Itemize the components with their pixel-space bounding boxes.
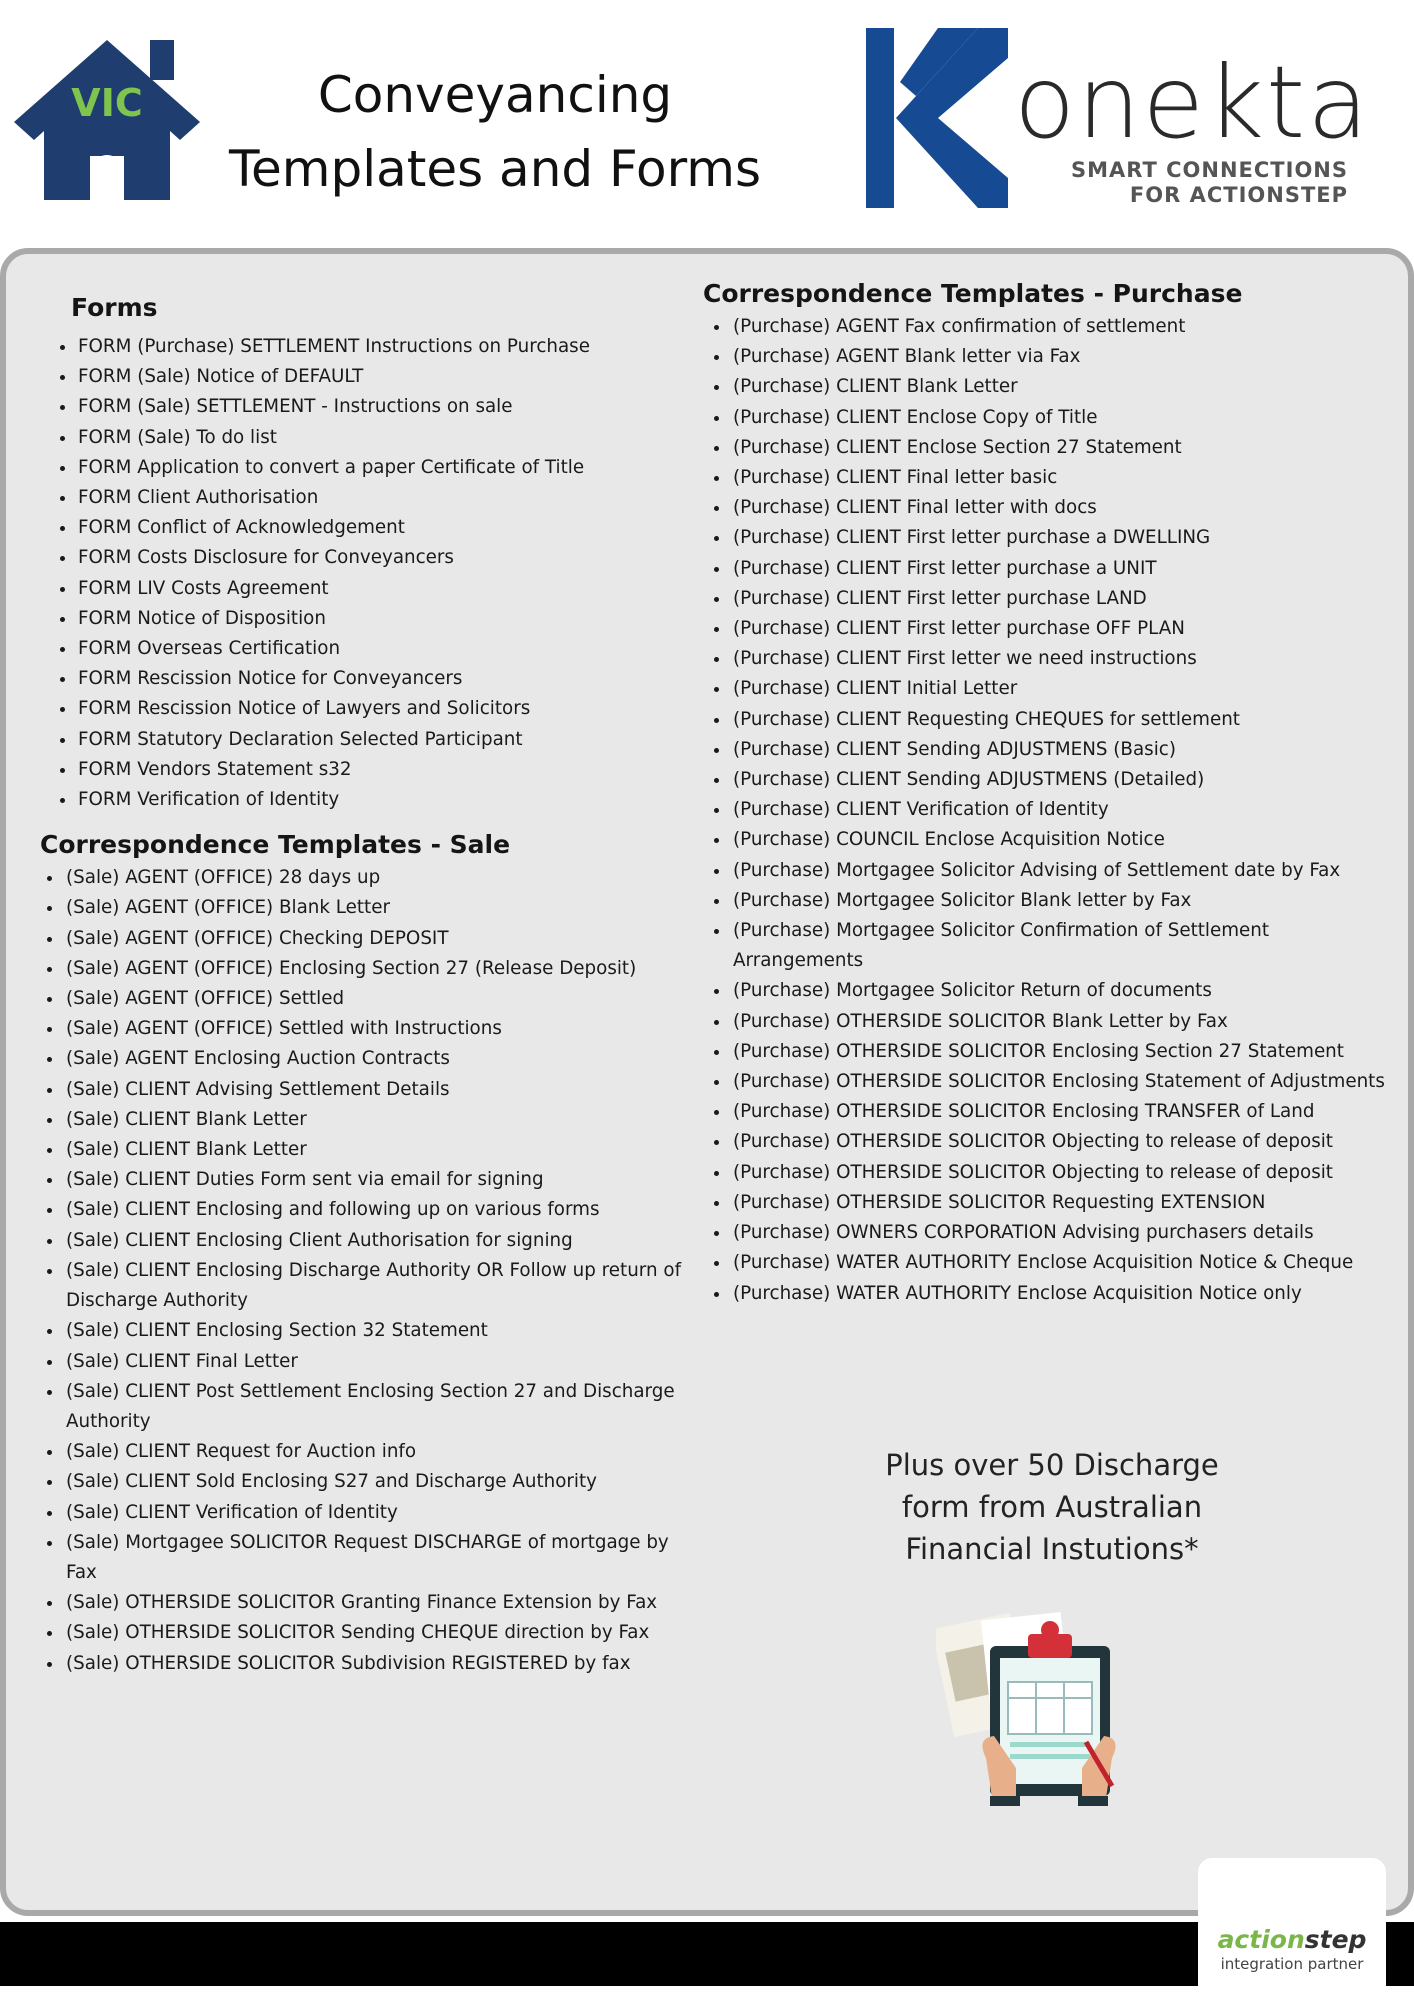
title-line-2: Templates and Forms [228,140,762,198]
list-item: • (Purchase) CLIENT Final letter basic [731,463,1393,493]
list-item: • (Sale) CLIENT Verification of Identity [64,1498,690,1528]
list-item: • FORM (Purchase) SETTLEMENT Instructions on Purchase [77,332,690,362]
list-item: • (Sale) AGENT Enclosing Auction Contracts [64,1044,690,1074]
konekta-k-logo [866,28,1008,208]
list-item: • (Purchase) WATER AUTHORITY Enclose Acquisition Notice only [731,1279,1393,1309]
list-item: • (Sale) AGENT (OFFICE) Blank Letter [64,893,690,923]
list-item: • (Purchase) CLIENT Final letter with docs [731,493,1393,523]
list-item: • (Purchase) AGENT Blank letter via Fax [731,342,1393,372]
list-item: • FORM Application to convert a paper Certificate of Title [77,453,690,483]
list-item: • (Sale) AGENT (OFFICE) 28 days up [64,863,690,893]
list-item: • (Purchase) CLIENT First letter purchase OFF PLAN [731,614,1393,644]
list-item: • (Purchase) CLIENT First letter we need instructions [731,644,1393,674]
list-item: • FORM Client Authorisation [77,483,690,513]
brand-tagline-line-2: FOR ACTIONSTEP [1129,183,1348,207]
forms-heading: Forms [71,293,158,322]
list-item: • (Purchase) CLIENT Initial Letter [731,674,1393,704]
purchase-heading: Correspondence Templates - Purchase [703,279,1243,308]
list-item: • (Purchase) CLIENT Verification of Identity [731,795,1393,825]
list-item: • (Purchase) OWNERS CORPORATION Advising purchasers details [731,1218,1393,1248]
list-item: • (Sale) CLIENT Enclosing and following up on various forms [64,1195,690,1225]
list-item: • (Sale) CLIENT Advising Settlement Details [64,1075,690,1105]
sale-heading: Correspondence Templates - Sale [40,830,511,860]
left-column [40,290,690,1679]
list-item: • (Purchase) AGENT Fax confirmation of settlement [731,312,1393,342]
title-line-1: Conveyancing [317,66,673,124]
list-item: • (Purchase) OTHERSIDE SOLICITOR Enclosing Statement of Adjustments [731,1067,1393,1097]
list-item: • (Sale) CLIENT Request for Auction info [64,1437,690,1467]
list-item: • (Purchase) CLIENT Sending ADJUSTMENS (Detailed) [731,765,1393,795]
list-item: • FORM Conflict of Acknowledgement [77,513,690,543]
list-item: • FORM (Sale) To do list [77,423,690,453]
list-item: • (Sale) AGENT (OFFICE) Enclosing Section 27 (Release Deposit) [64,954,690,984]
list-item: • (Purchase) OTHERSIDE SOLICITOR Blank Letter by Fax [731,1007,1393,1037]
brand-tagline [1071,158,1348,208]
promo-text [852,1444,1252,1570]
list-item: • (Purchase) CLIENT First letter purchase a DWELLING [731,523,1393,553]
list-item: • (Purchase) CLIENT First letter purchase LAND [731,584,1393,614]
list-item: • (Purchase) OTHERSIDE SOLICITOR Objecting to release of deposit [731,1127,1393,1157]
actionstep-logo [1198,1926,1386,1954]
list-item: • (Purchase) CLIENT Enclose Section 27 Statement [731,433,1393,463]
forms-list [40,332,690,815]
brand-tagline-line-1: SMART CONNECTIONS [1071,158,1348,182]
list-item: • (Purchase) Mortgagee Solicitor Blank letter by Fax [731,886,1393,916]
list-item: • FORM Verification of Identity [77,785,690,815]
list-item: • (Sale) CLIENT Duties Form sent via email for signing [64,1165,690,1195]
list-item: • (Purchase) COUNCIL Enclose Acquisition Notice [731,825,1393,855]
list-item: • FORM Notice of Disposition [77,604,690,634]
list-item: • (Sale) CLIENT Final Letter [64,1347,690,1377]
list-item: • FORM Rescission Notice of Lawyers and Solicitors [77,694,690,724]
actionstep-partner-badge [1198,1858,1386,2000]
list-item: • (Purchase) OTHERSIDE SOLICITOR Requesting EXTENSION [731,1188,1393,1218]
list-item: • (Purchase) WATER AUTHORITY Enclose Acquisition Notice & Cheque [731,1248,1393,1278]
page-title [215,58,775,206]
list-item: • FORM Statutory Declaration Selected Participant [77,725,690,755]
list-item: • (Purchase) OTHERSIDE SOLICITOR Objecting to release of deposit [731,1158,1393,1188]
list-item: • (Sale) AGENT (OFFICE) Settled with Instructions [64,1014,690,1044]
list-item: • FORM Vendors Statement s32 [77,755,690,785]
list-item: • (Sale) CLIENT Post Settlement Enclosing Section 27 and Discharge Authority [64,1377,690,1437]
list-item: • (Sale) CLIENT Sold Enclosing S27 and Discharge Authority [64,1467,690,1497]
list-item: • (Sale) CLIENT Blank Letter [64,1135,690,1165]
list-item: • FORM Rescission Notice for Conveyancers [77,664,690,694]
clipboard-illustration-icon [936,1608,1136,1808]
list-item: • (Sale) AGENT (OFFICE) Settled [64,984,690,1014]
promo-line-2: form from Australian [901,1490,1203,1524]
vic-house-logo [14,36,200,200]
right-column [703,276,1393,1309]
badge-subtitle: integration partner [1220,1955,1364,1973]
actionstep-logo-dark: step [1304,1925,1367,1954]
list-item: • FORM Costs Disclosure for Conveyancers [77,543,690,573]
list-item: • (Sale) CLIENT Enclosing Discharge Authority OR Follow up return of Discharge Authority [64,1256,690,1316]
actionstep-logo-green: action [1217,1925,1305,1954]
list-item: • (Sale) CLIENT Enclosing Section 32 Statement [64,1316,690,1346]
list-item: • FORM Overseas Certification [77,634,690,664]
list-item: • (Purchase) Mortgagee Solicitor Advising of Settlement date by Fax [731,856,1393,886]
list-item: • (Purchase) CLIENT Requesting CHEQUES for settlement [731,705,1393,735]
list-item: • FORM (Sale) Notice of DEFAULT [77,362,690,392]
promo-line-3: Financial Instutions* [905,1532,1199,1566]
list-item: • (Purchase) CLIENT First letter purchase a UNIT [731,554,1393,584]
list-item: • (Purchase) Mortgagee Solicitor Return of documents [731,976,1393,1006]
list-item: • (Purchase) CLIENT Sending ADJUSTMENS (Basic) [731,735,1393,765]
list-item: • (Sale) AGENT (OFFICE) Checking DEPOSIT [64,924,690,954]
list-item: • (Sale) Mortgagee SOLICITOR Request DISCHARGE of mortgage by Fax [64,1528,690,1588]
list-item: • (Purchase) CLIENT Enclose Copy of Title [731,403,1393,433]
list-item: • (Purchase) CLIENT Blank Letter [731,372,1393,402]
list-item: • (Purchase) OTHERSIDE SOLICITOR Enclosing Section 27 Statement [731,1037,1393,1067]
list-item: • (Purchase) OTHERSIDE SOLICITOR Enclosing TRANSFER of Land [731,1097,1393,1127]
list-item: • (Sale) OTHERSIDE SOLICITOR Subdivision REGISTERED by fax [64,1649,690,1679]
list-item: • FORM (Sale) SETTLEMENT - Instructions on sale [77,392,690,422]
list-item: • (Sale) CLIENT Enclosing Client Authorisation for signing [64,1226,690,1256]
list-item: • (Purchase) Mortgagee Solicitor Confirmation of Settlement Arrangements [731,916,1393,976]
list-item: • (Sale) CLIENT Blank Letter [64,1105,690,1135]
list-item: • (Sale) OTHERSIDE SOLICITOR Granting Finance Extension by Fax [64,1588,690,1618]
list-item: • (Sale) OTHERSIDE SOLICITOR Sending CHEQUE direction by Fax [64,1618,690,1648]
sale-list [40,863,690,1678]
list-item: • FORM LIV Costs Agreement [77,574,690,604]
purchase-list [703,312,1393,1309]
region-badge: VIC [71,81,143,125]
promo-line-1: Plus over 50 Discharge [885,1448,1219,1482]
brand-name: onekta [1014,44,1371,161]
